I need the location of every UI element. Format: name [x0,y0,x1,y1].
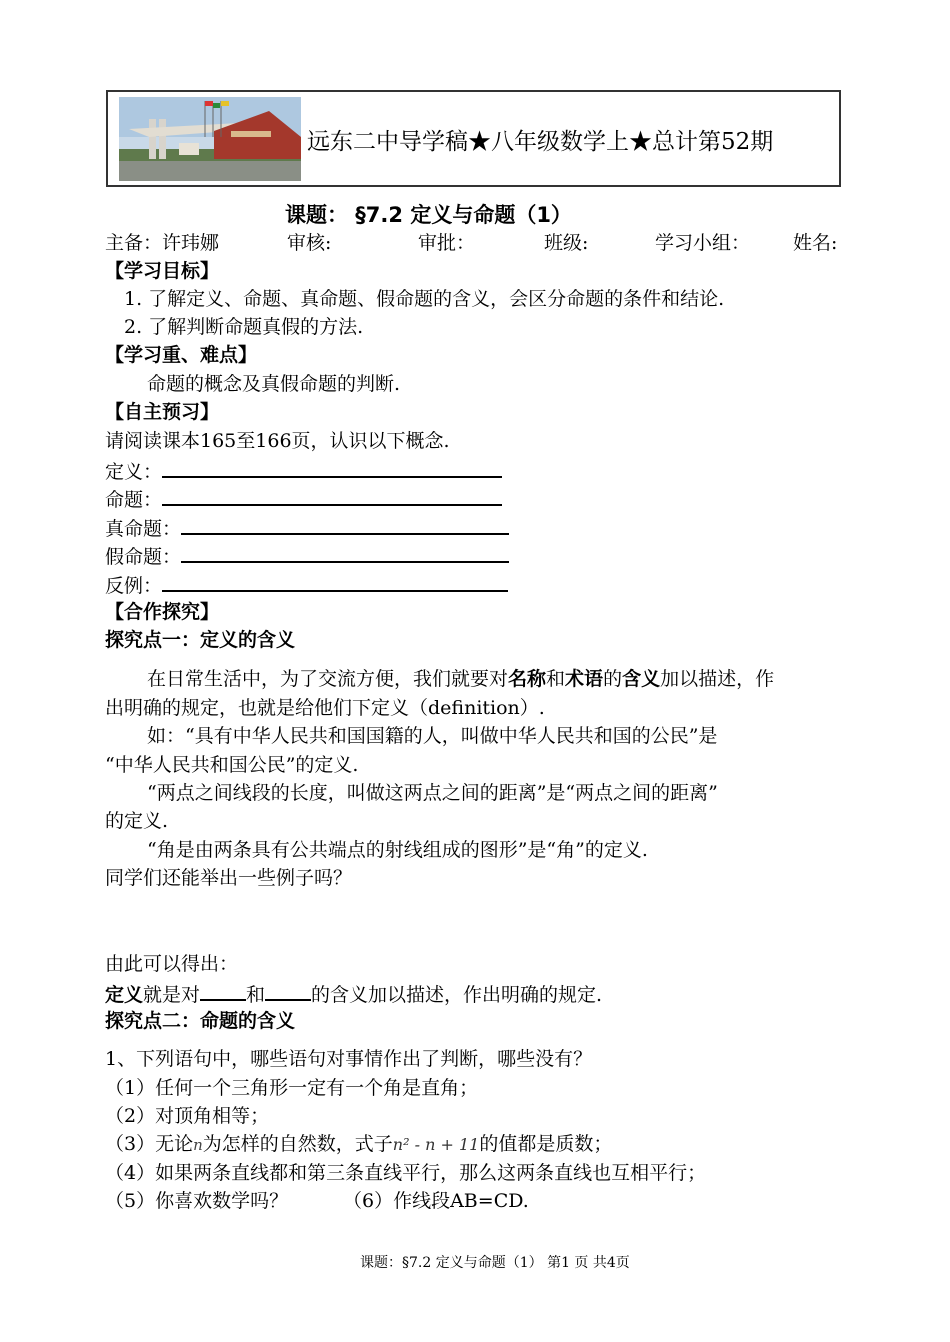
def-text-a: 就是对 [143,984,201,1006]
meta-class: 班级: [544,232,589,254]
p1-bold-name: 名称 [508,668,547,690]
counterexample-blank[interactable] [162,570,508,592]
conclusion-intro: 由此可以得出： [105,953,239,975]
definition-blank[interactable] [162,456,502,478]
p1-bold-meaning: 含义 [622,668,661,690]
preview-heading: 【自主预习】 [105,401,220,423]
field-true-proposition-label: 真命题： [105,518,182,540]
example2-line1: “两点之间线段的长度，叫做这两点之间的距离”是“两点之间的距离” [147,782,718,804]
field-definition-label: 定义： [105,461,163,483]
statement-4: （4）如果两条直线都和第三条直线平行，那么这两条直线也互相平行； [105,1162,707,1184]
meta-name: 姓名: [793,232,838,254]
p1-text-a: 在日常生活中，为了交流方便，我们就要对 [147,668,509,690]
statement-1: （1）任何一个三角形一定有一个角是直角； [105,1077,479,1099]
goals-heading: 【学习目标】 [105,260,220,282]
proposition-blank[interactable] [162,484,502,506]
example3: “角是由两条具有公共端点的射线组成的图形”是“角”的定义. [147,839,648,861]
field-proposition-label: 命题： [105,489,163,511]
header-title: 远东二中导学稿★八年级数学上★总计第52期 [307,129,774,155]
field-counterexample [105,570,508,600]
point1-paragraph-line2: 出明确的规定，也就是给他们下定义（definition）. [105,697,545,719]
key-points-heading: 【学习重、难点】 [105,344,258,366]
example1-line1: 如：“具有中华人民共和国国籍的人，叫做中华人民共和国的公民”是 [147,725,718,747]
statement-5: （5）你喜欢数学吗？ [105,1190,289,1212]
example2-line2: 的定义. [105,810,169,832]
def-bold: 定义 [105,984,144,1006]
def-blank-1[interactable] [200,979,246,1001]
meta-author: 主备：许玮娜 [105,232,220,254]
def-blank-2[interactable] [265,979,311,1001]
example-question: 同学们还能举出一些例子吗？ [105,867,353,889]
field-proposition [105,484,502,514]
page-footer: 课题：§7.2 定义与命题（1） 第1 页 共4页 [360,1255,630,1271]
point1-paragraph-line1 [147,665,774,693]
statement-3 [105,1130,612,1159]
statement-6: （6）作线段AB=CD. [343,1190,529,1212]
definition-conclusion [105,979,602,1009]
p1-text-e: 的 [603,668,623,690]
p1-text-c: 和 [546,668,566,690]
field-false-proposition-label: 假命题： [105,546,182,568]
true-proposition-blank[interactable] [181,513,509,535]
coop-heading: 【合作探究】 [105,601,220,623]
statement-3-b: 为怎样的自然数，式子 [202,1133,393,1155]
def-text-c: 的含义加以描述，作出明确的规定. [311,984,603,1006]
formula: n² - n + 11 [392,1135,480,1154]
p1-bold-term: 术语 [565,668,604,690]
statement-3-c: 的值都是质数； [479,1133,613,1155]
lesson-title: 课题： §7.2 定义与命题（1） [285,203,572,227]
example1-line2: “中华人民共和国公民”的定义. [105,754,359,776]
goal-item-2: 2. 了解判断命题真假的方法. [124,316,364,338]
preview-intro: 请阅读课本165至166页，认识以下概念. [105,430,450,452]
meta-group: 学习小组： [655,232,751,254]
meta-row [0,229,950,257]
key-points-text: 命题的概念及真假命题的判断. [147,373,401,395]
variable-n: n [193,1136,203,1154]
statement-2: （2）对顶角相等； [105,1105,270,1127]
field-false-proposition [105,541,509,571]
field-true-proposition [105,513,509,543]
question-1: 1、下列语句中，哪些语句对事情作出了判断，哪些没有？ [105,1048,593,1070]
meta-review: 审核: [287,232,332,254]
field-counterexample-label: 反例： [105,575,163,597]
school-gate-image [119,97,301,181]
def-text-b: 和 [246,984,266,1006]
false-proposition-blank[interactable] [181,541,509,563]
statement-3-a: （3）无论 [105,1133,194,1155]
point1-heading: 探究点一：定义的含义 [105,629,296,651]
p1-text-g: 加以描述，作 [660,668,775,690]
meta-approve: 审批： [418,232,476,254]
point2-heading: 探究点二：命题的含义 [105,1010,296,1032]
field-definition [105,456,502,486]
goal-item-1: 1. 了解定义、命题、真命题、假命题的含义，会区分命题的条件和结论. [124,288,725,310]
